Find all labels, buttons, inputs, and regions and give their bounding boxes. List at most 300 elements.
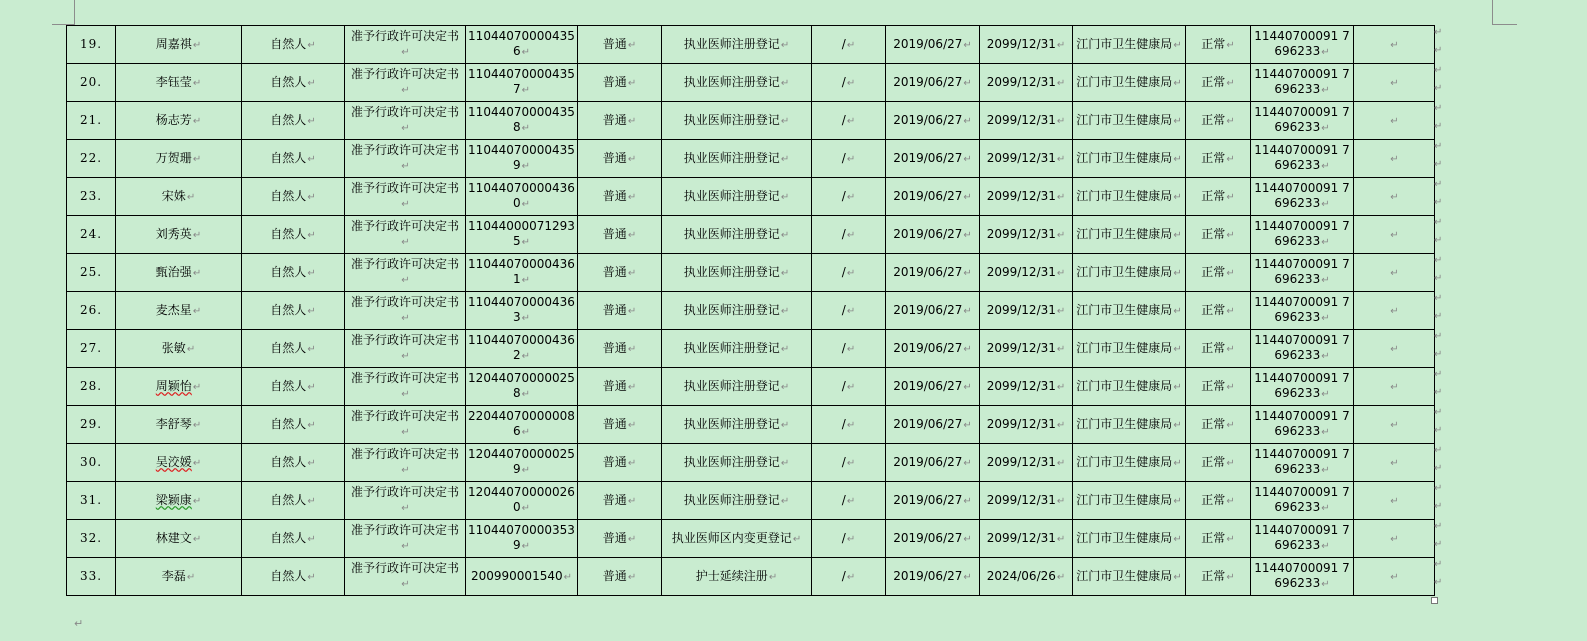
row-end-mark: ↵ [1434,407,1443,418]
cell-type[interactable] [242,254,345,292]
cell-doc[interactable] [345,26,466,64]
cell-code[interactable] [466,254,578,292]
cell-name[interactable] [116,254,242,292]
cell-name[interactable] [116,482,242,520]
cell-status[interactable] [1186,64,1251,102]
cell-type[interactable] [242,520,345,558]
cell-doc[interactable] [345,64,466,102]
cell-name[interactable] [116,406,242,444]
cell-authority[interactable] [1073,26,1186,64]
cell-start[interactable] [886,444,980,482]
cell-end[interactable] [980,520,1073,558]
cell-status[interactable] [1186,26,1251,64]
cell-authority[interactable] [1073,254,1186,292]
cell-end-mark: ↵ [307,77,316,89]
cell-no[interactable] [67,64,116,102]
cell-authority-text: 江门市卫生健康局 [1076,74,1173,89]
cell-end-mark: ↵ [780,153,790,165]
cell-content[interactable] [662,406,812,444]
cell-doc[interactable] [345,520,466,558]
cell-category[interactable] [578,368,662,406]
cell-end-mark: ↵ [963,457,972,469]
cell-status-text: 正常 [1201,302,1226,317]
cell-end[interactable] [980,26,1073,64]
cell-end-mark: ↵ [521,199,531,210]
row-end-mark: ↵ [1434,197,1443,208]
cell-doc[interactable] [345,444,466,482]
cell-category[interactable] [578,330,662,368]
cell-category[interactable] [578,292,662,330]
cell-credit[interactable] [1251,140,1354,178]
cell-extra-text: / [841,302,846,317]
cell-category[interactable] [578,64,662,102]
cell-category[interactable] [578,406,662,444]
cell-last[interactable] [1354,64,1435,102]
cell-code[interactable] [466,26,578,64]
cell-last[interactable] [1354,292,1435,330]
cell-end[interactable] [980,292,1073,330]
cell-code[interactable] [466,444,578,482]
cell-authority[interactable] [1073,330,1186,368]
cell-credit[interactable] [1251,178,1354,216]
cell-no[interactable] [67,26,116,64]
cell-doc-text: 准予行政许可决定书 [350,409,459,423]
cell-status[interactable] [1186,178,1251,216]
cell-end-mark: ↵ [192,457,202,469]
cell-end[interactable] [980,330,1073,368]
cell-end-mark: ↵ [521,313,531,324]
cell-start[interactable] [886,482,980,520]
cell-authority[interactable] [1073,102,1186,140]
cell-no[interactable] [67,406,116,444]
cell-no[interactable] [67,216,116,254]
cell-end[interactable] [980,406,1073,444]
cell-credit[interactable] [1251,64,1354,102]
row-end-mark: ↵ [1434,559,1443,570]
cell-code[interactable] [466,330,578,368]
cell-start[interactable] [886,140,980,178]
cell-last[interactable] [1354,558,1435,596]
cell-end-mark: ↵ [401,47,410,58]
cell-content[interactable] [662,140,812,178]
table-resize-handle[interactable] [1431,597,1438,604]
cell-credit[interactable] [1251,254,1354,292]
cell-authority[interactable] [1073,64,1186,102]
cell-end-mark: ↵ [1056,381,1066,393]
cell-extra[interactable] [812,64,886,102]
cell-end-text: 2099/12/31 [986,416,1056,431]
cell-end[interactable] [980,64,1073,102]
cell-code[interactable] [466,216,578,254]
cell-category[interactable] [578,520,662,558]
cell-credit[interactable] [1251,406,1354,444]
cell-end-mark: ↵ [563,571,572,583]
cell-code[interactable] [466,482,578,520]
cell-code[interactable] [466,64,578,102]
paragraph-mark: ↵ [74,617,84,630]
cell-type-text: 自然人 [270,530,307,545]
cell-start[interactable] [886,178,980,216]
cell-authority[interactable] [1073,406,1186,444]
cell-doc[interactable] [345,292,466,330]
cell-authority[interactable] [1073,216,1186,254]
cell-content[interactable] [662,26,812,64]
cell-status[interactable] [1186,102,1251,140]
cell-category-text: 普通 [602,226,627,241]
cell-name[interactable] [116,26,242,64]
cell-authority[interactable] [1073,444,1186,482]
cell-content[interactable] [662,444,812,482]
cell-content-text: 执业医师注册登记 [683,340,780,355]
cell-name[interactable] [116,330,242,368]
cell-content-text: 执业医师注册登记 [683,454,780,469]
cell-end[interactable] [980,254,1073,292]
cell-extra[interactable] [812,216,886,254]
cell-end[interactable] [980,102,1073,140]
cell-end-mark: ↵ [521,237,531,248]
cell-last[interactable] [1354,254,1435,292]
cell-no[interactable] [67,482,116,520]
cell-last[interactable] [1354,444,1435,482]
cell-status[interactable] [1186,482,1251,520]
cell-content[interactable] [662,368,812,406]
cell-content[interactable] [662,216,812,254]
cell-credit-text: 11440700091 7696233 [1254,143,1350,172]
cell-authority[interactable] [1073,292,1186,330]
cell-end[interactable] [980,368,1073,406]
cell-status[interactable] [1186,444,1251,482]
cell-end-mark: ↵ [1056,229,1066,241]
row-end-mark: ↵ [1434,179,1443,190]
cell-type[interactable] [242,216,345,254]
cell-end-mark: ↵ [1390,153,1399,165]
cell-end-mark: ↵ [192,495,202,507]
cell-category[interactable] [578,26,662,64]
cell-last[interactable] [1354,406,1435,444]
cell-no[interactable] [67,520,116,558]
cell-extra[interactable] [812,254,886,292]
cell-doc[interactable] [345,482,466,520]
cell-end-mark: ↵ [963,115,972,127]
cell-end[interactable] [980,558,1073,596]
cell-end-mark: ↵ [780,39,790,51]
cell-name[interactable] [116,444,242,482]
cell-credit[interactable] [1251,558,1354,596]
cell-no[interactable] [67,368,116,406]
row-end-mark: ↵ [1434,273,1443,284]
cell-type[interactable] [242,406,345,444]
cell-start[interactable] [886,102,980,140]
cell-status[interactable] [1186,330,1251,368]
cell-end-mark: ↵ [192,153,202,165]
cell-last[interactable] [1354,520,1435,558]
cell-name[interactable] [116,368,242,406]
cell-start[interactable] [886,292,980,330]
cell-doc[interactable] [345,368,466,406]
cell-status[interactable] [1186,254,1251,292]
cell-end-mark: ↵ [780,115,790,127]
cell-content[interactable] [662,64,812,102]
cell-last[interactable] [1354,216,1435,254]
cell-content-text: 执业医师注册登记 [683,264,780,279]
cell-category[interactable] [578,482,662,520]
row-end-mark: ↵ [1434,577,1443,588]
table-row [67,444,1435,482]
cell-extra-text: / [841,264,846,279]
cell-authority-text: 江门市卫生健康局 [1076,568,1173,583]
cell-status[interactable] [1186,558,1251,596]
cell-no[interactable] [67,558,116,596]
cell-category[interactable] [578,140,662,178]
cell-name[interactable] [116,140,242,178]
cell-category[interactable] [578,178,662,216]
cell-end-text: 2099/12/31 [986,492,1056,507]
cell-credit[interactable] [1251,330,1354,368]
cell-status[interactable] [1186,292,1251,330]
cell-end-mark: ↵ [1173,419,1182,431]
cell-type[interactable] [242,482,345,520]
cell-type-text: 自然人 [270,188,307,203]
cell-name[interactable] [116,216,242,254]
cell-credit[interactable] [1251,520,1354,558]
cell-end-mark: ↵ [1390,419,1399,431]
cell-extra[interactable] [812,292,886,330]
cell-start[interactable] [886,254,980,292]
cell-type[interactable] [242,330,345,368]
cell-doc[interactable] [345,178,466,216]
cell-name[interactable] [116,292,242,330]
cell-code[interactable] [466,102,578,140]
cell-no[interactable] [67,444,116,482]
cell-end-mark: ↵ [192,115,202,127]
cell-doc[interactable] [345,558,466,596]
cell-status[interactable] [1186,520,1251,558]
cell-no[interactable] [67,330,116,368]
table-row [67,254,1435,292]
cell-code[interactable] [466,558,578,596]
cell-type[interactable] [242,558,345,596]
cell-credit[interactable] [1251,482,1354,520]
cell-credit[interactable] [1251,444,1354,482]
cell-content[interactable] [662,330,812,368]
cell-type[interactable] [242,26,345,64]
cell-status[interactable] [1186,140,1251,178]
cell-start[interactable] [886,330,980,368]
cell-start[interactable] [886,64,980,102]
cell-status-text: 正常 [1201,492,1226,507]
cell-name[interactable] [116,64,242,102]
cell-no-text: 28. [79,379,103,393]
cell-credit[interactable] [1251,292,1354,330]
cell-authority[interactable] [1073,520,1186,558]
cell-code-text: 110440700004361 [468,257,575,286]
cell-type[interactable] [242,444,345,482]
cell-doc-text: 准予行政许可决定书 [350,485,459,499]
cell-start[interactable] [886,520,980,558]
cell-authority[interactable] [1073,558,1186,596]
cell-extra[interactable] [812,368,886,406]
cell-end-mark: ↵ [963,39,972,51]
cell-code[interactable] [466,406,578,444]
cell-name[interactable] [116,178,242,216]
cell-status-text: 正常 [1201,530,1226,545]
cell-doc-text: 准予行政许可决定书 [350,219,459,233]
cell-code[interactable] [466,520,578,558]
cell-type[interactable] [242,64,345,102]
cell-end-mark: ↵ [792,533,802,545]
cell-credit[interactable] [1251,368,1354,406]
cell-end-mark: ↵ [521,47,531,58]
cell-content[interactable] [662,102,812,140]
cell-end[interactable] [980,140,1073,178]
cell-credit[interactable] [1251,216,1354,254]
cell-code-text: 110440700004356 [468,29,575,58]
cell-end[interactable] [980,178,1073,216]
cell-no[interactable] [67,102,116,140]
cell-extra[interactable] [812,140,886,178]
cell-end-mark: ↵ [1226,77,1235,89]
cell-end-mark: ↵ [192,39,202,51]
cell-content[interactable] [662,482,812,520]
cell-status-text: 正常 [1201,568,1226,583]
cell-end-mark: ↵ [1321,237,1330,248]
cell-last[interactable] [1354,102,1435,140]
cell-category[interactable] [578,558,662,596]
cell-authority[interactable] [1073,140,1186,178]
cell-last[interactable] [1354,178,1435,216]
cell-end-mark: ↵ [1056,343,1066,355]
cell-category-text: 普通 [602,188,627,203]
cell-extra[interactable] [812,406,886,444]
cell-code[interactable] [466,368,578,406]
cell-last[interactable] [1354,26,1435,64]
cell-name-text: 宋姝 [161,188,186,203]
cell-type[interactable] [242,102,345,140]
cell-code[interactable] [466,178,578,216]
cell-code-text: 110440700004359 [468,143,575,172]
table-row [67,292,1435,330]
cell-extra[interactable] [812,444,886,482]
cell-code[interactable] [466,292,578,330]
cell-start[interactable] [886,368,980,406]
cell-extra[interactable] [812,178,886,216]
table-row [67,482,1435,520]
table-row [67,102,1435,140]
cell-extra[interactable] [812,330,886,368]
cell-end[interactable] [980,482,1073,520]
cell-no[interactable] [67,140,116,178]
cell-credit-text: 11440700091 7696233 [1254,447,1350,476]
cell-authority[interactable] [1073,178,1186,216]
cell-status[interactable] [1186,368,1251,406]
cell-doc[interactable] [345,102,466,140]
cell-authority[interactable] [1073,368,1186,406]
cell-start[interactable] [886,216,980,254]
cell-authority[interactable] [1073,482,1186,520]
cell-type[interactable] [242,292,345,330]
cell-end-mark: ↵ [521,427,531,438]
cell-content-text: 执业医师注册登记 [683,416,780,431]
cell-type[interactable] [242,368,345,406]
cell-last[interactable] [1354,482,1435,520]
table-row [67,216,1435,254]
cell-content[interactable] [662,178,812,216]
cell-start[interactable] [886,26,980,64]
cell-name[interactable] [116,520,242,558]
cell-category[interactable] [578,216,662,254]
row-end-mark: ↵ [1434,311,1443,322]
cell-end-mark: ↵ [846,77,856,89]
cell-end-mark: ↵ [846,229,856,241]
cell-doc[interactable] [345,216,466,254]
cell-name-text: 李磊 [161,568,186,583]
cell-doc[interactable] [345,254,466,292]
cell-end-mark: ↵ [1173,381,1182,393]
cell-authority-text: 江门市卫生健康局 [1076,530,1173,545]
cell-no[interactable] [67,178,116,216]
cell-end-mark: ↵ [1390,533,1399,545]
cell-start[interactable] [886,558,980,596]
cell-doc[interactable] [345,330,466,368]
cell-extra[interactable] [812,26,886,64]
cell-content[interactable] [662,254,812,292]
cell-type[interactable] [242,140,345,178]
row-end-mark: ↵ [1434,483,1443,494]
cell-status[interactable] [1186,216,1251,254]
cell-category[interactable] [578,102,662,140]
cell-name[interactable] [116,558,242,596]
cell-credit[interactable] [1251,26,1354,64]
cell-end-mark: ↵ [1321,465,1330,476]
cell-authority-text: 江门市卫生健康局 [1076,264,1173,279]
cell-no[interactable] [67,292,116,330]
cell-category[interactable] [578,444,662,482]
cell-start[interactable] [886,406,980,444]
cell-extra[interactable] [812,102,886,140]
cell-extra[interactable] [812,482,886,520]
cell-last[interactable] [1354,368,1435,406]
cell-doc[interactable] [345,406,466,444]
cell-no-text: 22. [79,151,103,165]
cell-type-text: 自然人 [270,454,307,469]
cell-no[interactable] [67,254,116,292]
cell-extra[interactable] [812,558,886,596]
cell-end-mark: ↵ [1056,457,1066,469]
cell-status[interactable] [1186,406,1251,444]
cell-end-mark: ↵ [192,267,202,279]
cell-doc[interactable] [345,140,466,178]
cell-end[interactable] [980,444,1073,482]
cell-end-mark: ↵ [1390,191,1399,203]
cell-extra[interactable] [812,520,886,558]
cell-credit[interactable] [1251,102,1354,140]
cell-last[interactable] [1354,330,1435,368]
cell-end[interactable] [980,216,1073,254]
cell-name[interactable] [116,102,242,140]
cell-content[interactable] [662,292,812,330]
cell-content[interactable] [662,520,812,558]
cell-type[interactable] [242,178,345,216]
cell-no-text: 31. [79,493,103,507]
cell-status-text: 正常 [1201,454,1226,469]
cell-content[interactable] [662,558,812,596]
cell-status-text: 正常 [1201,378,1226,393]
cell-end-text: 2099/12/31 [986,150,1056,165]
cell-code[interactable] [466,140,578,178]
cell-doc-text: 准予行政许可决定书 [350,371,459,385]
cell-category[interactable] [578,254,662,292]
cell-last[interactable] [1354,140,1435,178]
